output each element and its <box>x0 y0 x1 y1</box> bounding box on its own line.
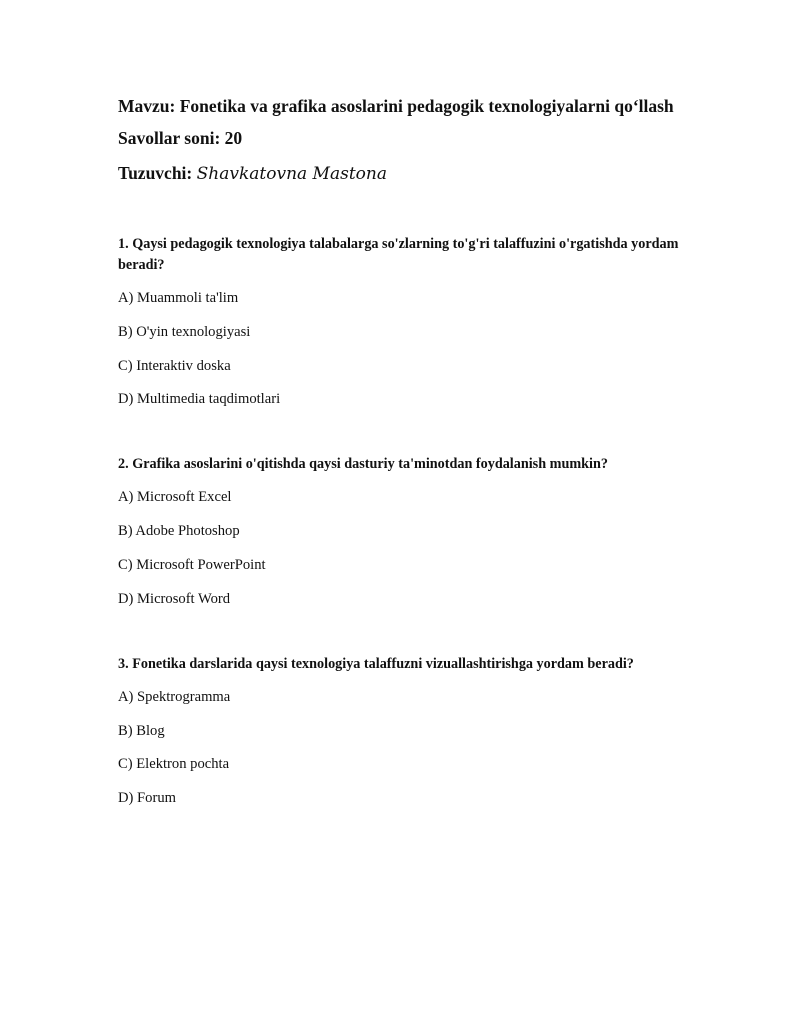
answer-option: A) Microsoft Excel <box>118 489 232 506</box>
question-text: 2. Grafika asoslarini o'qitishda qaysi dasturiy ta'minotdan foydalanish mumkin? <box>118 456 608 473</box>
answer-option: B) O'yin texnologiyasi <box>118 323 251 340</box>
answer-option: A) Muammoli ta'lim <box>118 290 239 306</box>
answer-option: D) Forum <box>118 790 176 807</box>
answer-option: C) Microsoft PowerPoint <box>118 556 266 573</box>
question-count: Savollar soni: 20 <box>118 128 243 148</box>
answer-option: D) Multimedia taqdimotlari <box>118 391 281 408</box>
question-block <box>118 454 688 608</box>
question-text: 3. Fonetika darslarida qaysi texnologiya talaffuzni vizuallashtirishga yordam beradi? <box>118 655 634 672</box>
answer-option: C) Elektron pochta <box>118 756 230 773</box>
answer-option: B) Adobe Photoshop <box>118 523 240 540</box>
author-label: Tuzuvchi: <box>118 163 193 183</box>
question-block <box>118 234 688 409</box>
author-name: Shavkatovna Mastona <box>196 164 387 184</box>
answer-option: C) Interaktiv doska <box>118 357 231 374</box>
author-line <box>118 161 688 186</box>
answer-option: D) Microsoft Word <box>118 590 231 607</box>
answer-option: A) Spektrogramma <box>118 688 231 705</box>
question-text: 1. Qaysi pedagogik texnologiya talabalarga so'zlarning to'g'ri talaffuzini o'rgatishda yordam beradi? <box>118 236 679 273</box>
question-block <box>118 654 688 808</box>
document-content <box>118 94 688 808</box>
answer-option: B) Blog <box>118 722 165 739</box>
document-title: Mavzu: Fonetika va grafika asoslarini pedagogik texnologiyalarni qo‘llash <box>118 96 674 116</box>
